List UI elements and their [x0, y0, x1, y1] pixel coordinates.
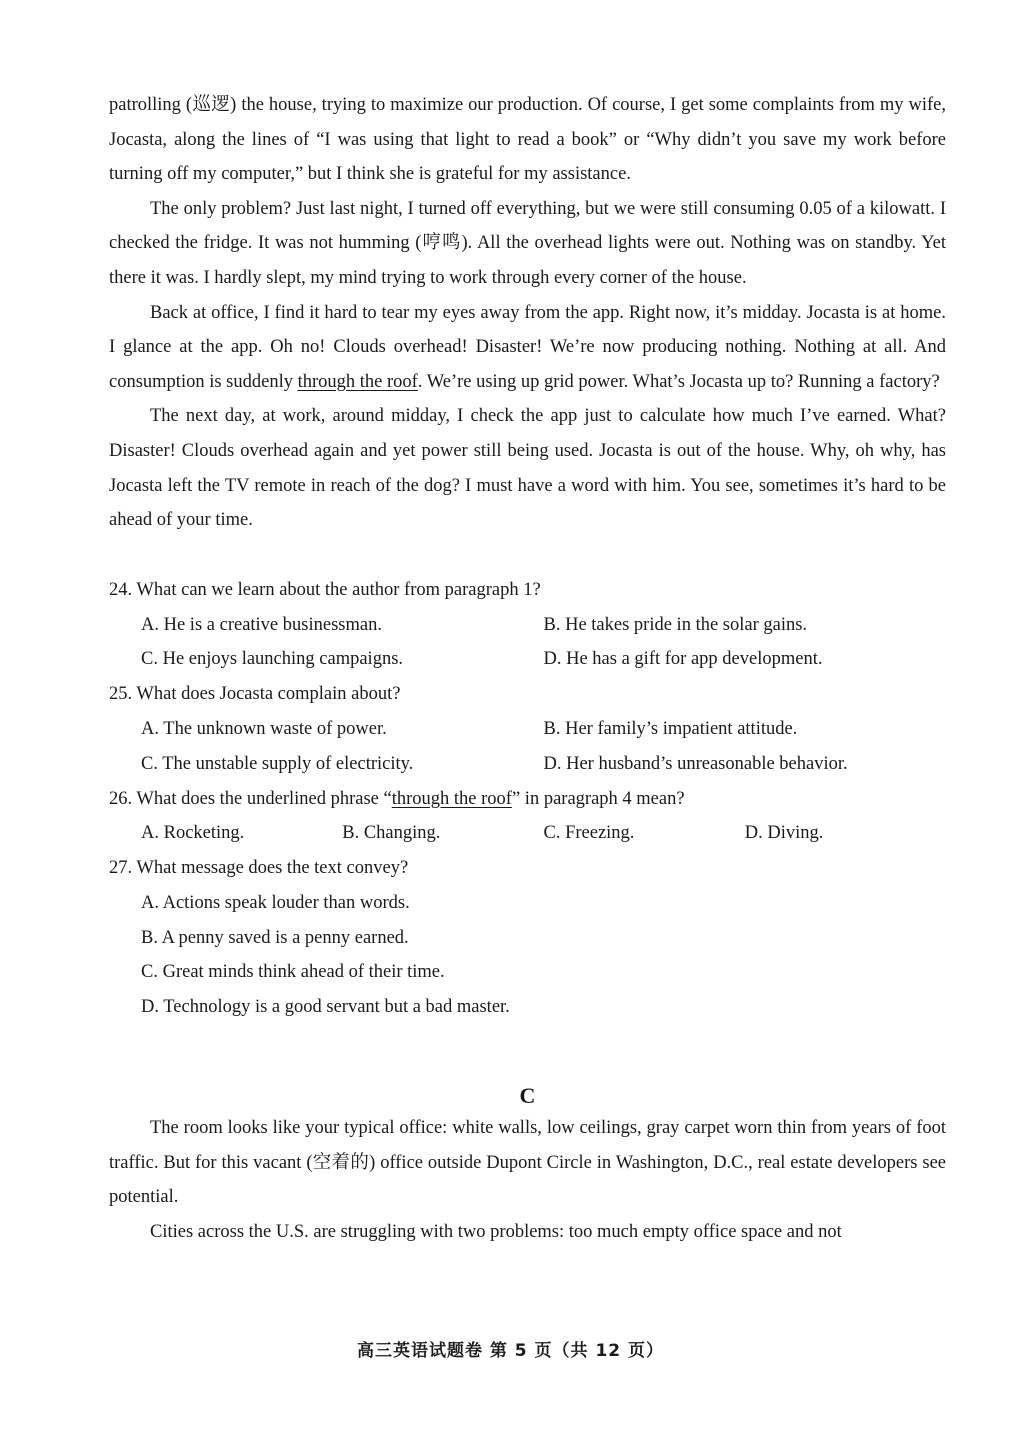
question-list	[109, 573, 946, 1025]
question-26-option-d: D. Diving.	[744, 823, 824, 844]
question-27-option-c: C. Great minds think ahead of their time.	[141, 962, 445, 983]
question-26-options	[109, 816, 946, 851]
passage-b-paragraph-4: The next day, at work, around midday, I check the app just to calculate how much I’ve earned. What? Disaster! Clouds overhead again and yet power still being used. Jocasta is out of the house. Why, oh why, has Jocasta left the TV remote in reach of the dog? I must have a word with him. You see, sometimes it’s hard to be ahead of your time.	[109, 406, 946, 531]
question-25-options-row-2	[109, 747, 946, 782]
question-26-stem-start: 26. What does the underlined phrase “	[109, 788, 392, 809]
passage-b-paragraph-2: The only problem? Just last night, I turned off everything, but we were still consuming 0.05 of a kilowatt. I checked the fridge. It was not humming (哼鸣). All the overhead lights were out. Nothing was on standby. Yet there it was. I hardly slept, my mind trying to work through every corner of the house.	[109, 198, 946, 288]
paragraph-3-text-start: Back at office, I find it hard to tear my eyes away from the app. Right now, it’s midday. Jocasta is at home. I glance at the app. Oh no! Clouds overhead! Disaster! We’re now producing nothing. Nothing at all. And consumption is suddenly	[109, 302, 946, 392]
question-26-option-a: A. Rocketing.	[141, 823, 245, 844]
question-25-option-d: D. Her husband’s unreasonable behavior.	[543, 753, 848, 774]
passage-b-paragraph-1: patrolling (巡逻) the house, trying to maximize our production. Of course, I get some complaints from my wife, Jocasta, along the lines of “I was using that light to read a book” or “Why didn’t you save my work before turning off my computer,” but I think she is grateful for my assistance.	[109, 95, 946, 185]
question-25-option-c: C. The unstable supply of electricity.	[141, 753, 414, 774]
question-26-option-b: B. Changing.	[342, 823, 441, 844]
paragraph-3-text-end: . We’re using up grid power. What’s Jocasta up to? Running a factory?	[417, 371, 940, 392]
question-24-option-b: B. He takes pride in the solar gains.	[543, 614, 808, 635]
underlined-phrase: through the roof	[297, 371, 418, 392]
question-26-stem	[109, 782, 946, 817]
question-27-option-a: A. Actions speak louder than words.	[141, 892, 410, 913]
question-25-options-row-1	[109, 712, 946, 747]
question-26-option-c: C. Freezing.	[543, 823, 635, 844]
question-25-option-a: A. The unknown waste of power.	[141, 718, 387, 739]
passage-c-title: C	[519, 1083, 536, 1109]
page-content	[109, 88, 946, 1249]
question-27-stem: 27. What message does the text convey?	[109, 858, 409, 879]
question-27-option-d: D. Technology is a good servant but a bad master.	[141, 997, 510, 1018]
question-24-options-row-2	[109, 642, 946, 677]
question-24-options-row-1	[109, 608, 946, 643]
question-26-underlined-phrase: through the roof	[391, 788, 512, 809]
question-24-option-c: C. He enjoys launching campaigns.	[141, 649, 404, 670]
question-26-stem-end: ” in paragraph 4 mean?	[511, 788, 685, 809]
question-25-option-b: B. Her family’s impatient attitude.	[543, 718, 798, 739]
question-24-stem: 24. What can we learn about the author from paragraph 1?	[109, 579, 541, 600]
question-24-option-a: A. He is a creative businessman.	[141, 614, 382, 635]
question-25-stem: 25. What does Jocasta complain about?	[109, 684, 401, 705]
passage-c-paragraph-1: The room looks like your typical office: white walls, low ceilings, gray carpet worn thin from years of foot traffic. But for this vacant (空着的) office outside Dupont Circle in Washington, D.C., real estate developers see potential.	[109, 1118, 946, 1208]
passage-b-paragraph-3	[109, 296, 946, 400]
question-27-option-b: B. A penny saved is a penny earned.	[141, 927, 409, 948]
question-24-option-d: D. He has a gift for app development.	[543, 649, 823, 670]
passage-c-paragraph-2: Cities across the U.S. are struggling with two problems: too much empty office space and not	[150, 1221, 842, 1242]
page-footer: 高三英语试题卷 第 5 页（共 12 页）	[356, 1341, 665, 1361]
